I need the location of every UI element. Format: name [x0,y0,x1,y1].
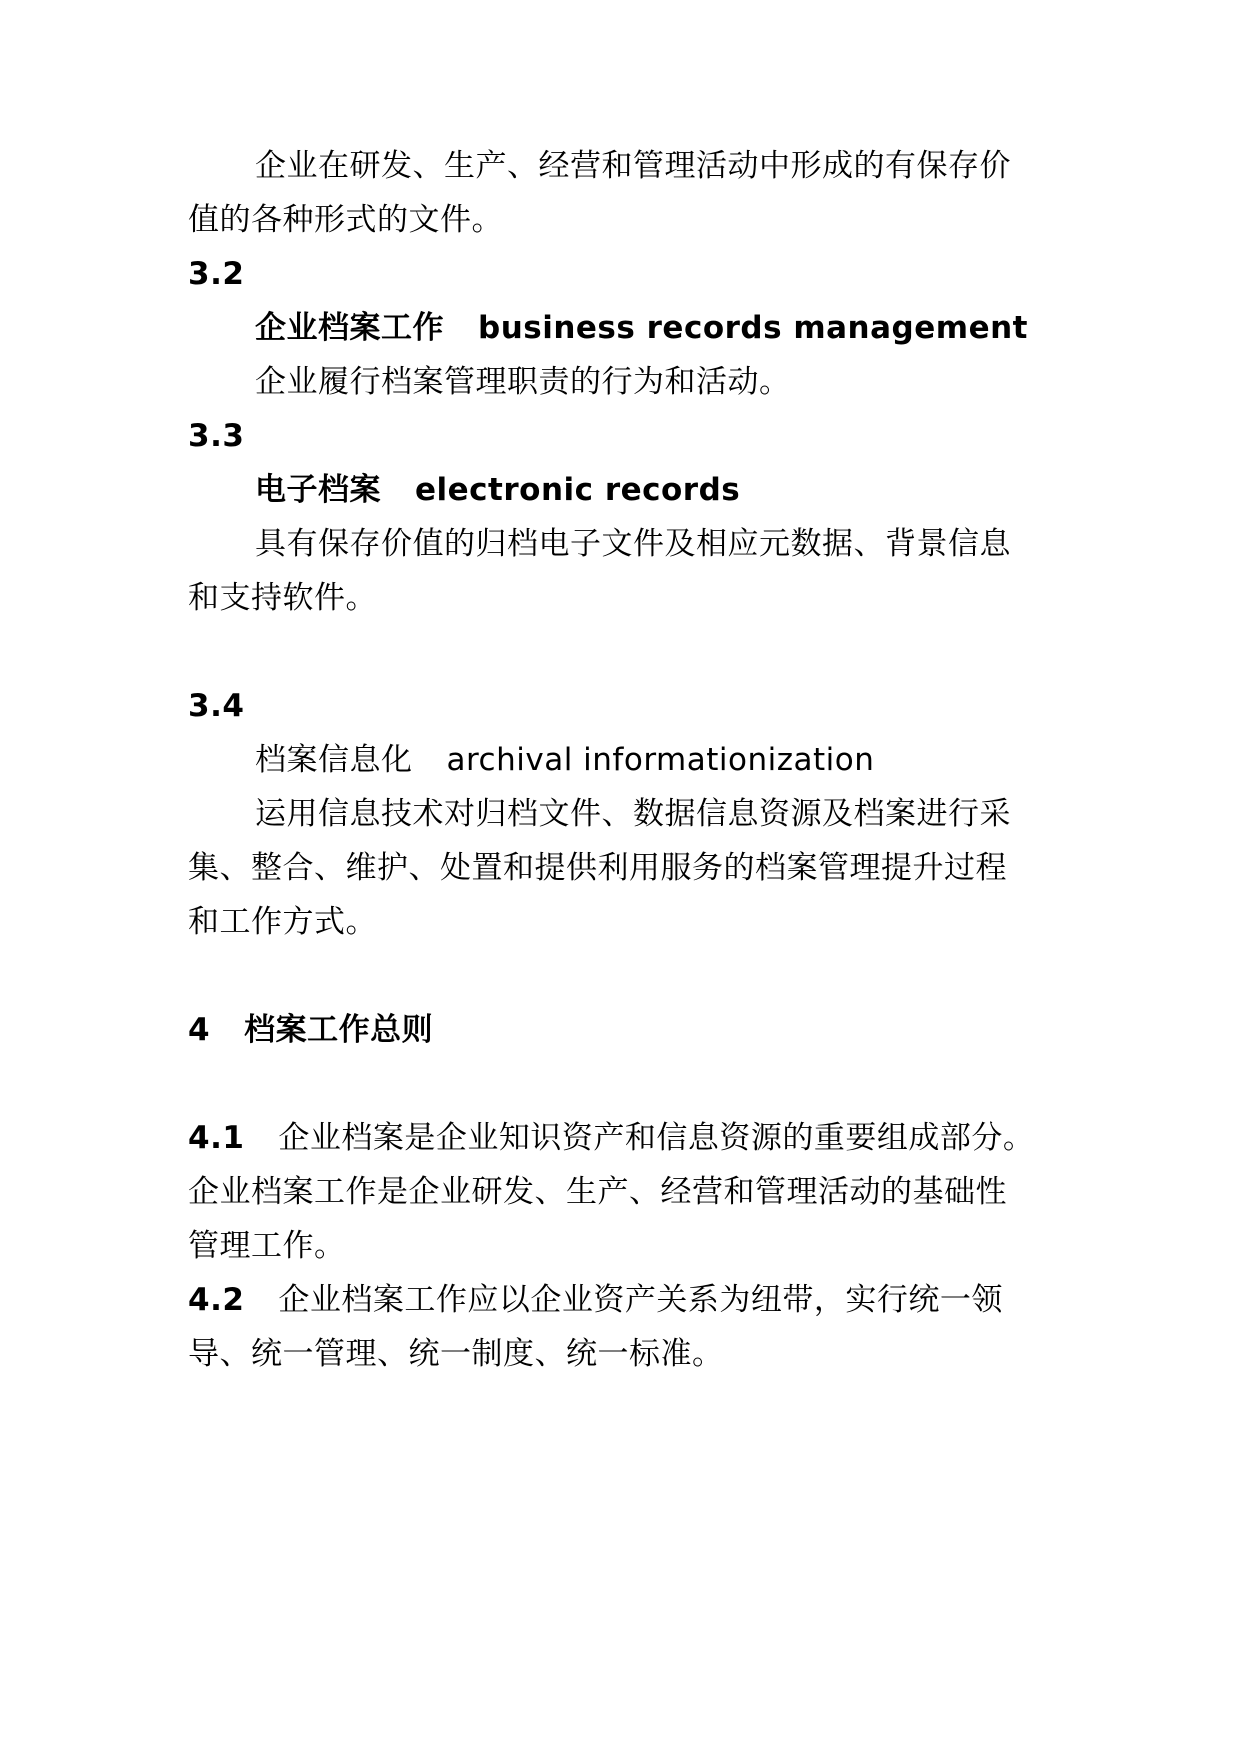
chapter-number: 4 [188,1012,211,1048]
definition-3-4-cont [188,848,1068,888]
definition-text: 企业履行档案管理职责的行为和活动。 [255,364,791,400]
term-english: archival informationization [446,742,875,778]
definition-text: 集、整合、维护、处置和提供利用服务的档案管理提升过程 [188,850,1007,886]
term-english: electronic records [415,472,741,508]
section-number-3-4 [188,686,1068,726]
term-chinese: 电子档案 [255,472,381,508]
clause-number: 4.1 [188,1120,245,1156]
chapter-title: 档案工作总则 [244,1012,434,1048]
clause-4-2 [188,1280,1068,1320]
definition-3-3-cont [188,578,1068,618]
term-chinese: 企业档案工作 [255,310,444,346]
clause-text: 企业档案工作是企业研发、生产、经营和管理活动的基础性 [188,1174,1007,1210]
definition-text: 和支持软件。 [188,580,377,616]
definition-text: 运用信息技术对归档文件、数据信息资源及档案进行采 [255,796,1011,832]
paragraph-line [255,146,1135,186]
definition-text: 具有保存价值的归档电子文件及相应元数据、背景信息 [255,526,1011,562]
clause-text: 企业档案是企业知识资产和信息资源的重要组成部分。 [278,1120,1035,1156]
clause-text: 企业档案工作应以企业资产关系为纽带，实行统一领 [278,1282,1003,1318]
text-span: 值的各种形式的文件。 [188,202,503,238]
section-number: 3.4 [188,688,245,724]
clause-number: 4.2 [188,1282,245,1318]
definition-3-3 [255,524,1135,564]
term-heading-3-3 [255,470,1135,510]
section-number-3-2 [188,254,1068,294]
definition-3-4 [255,794,1135,834]
text-span: 企业在研发、生产、经营和管理活动中形成的有保存价 [255,148,1011,184]
term-english: business records management [478,310,1028,346]
section-number-3-3 [188,416,1068,456]
term-chinese: 档案信息化 [255,742,413,778]
term-heading-3-2 [255,308,1135,348]
clause-4-1 [188,1118,1068,1158]
chapter-heading-4 [188,1010,1068,1050]
clause-4-1-cont [188,1172,1068,1212]
section-number: 3.3 [188,418,245,454]
term-heading-3-4 [255,740,1135,780]
paragraph-line [188,200,1068,240]
clause-text: 导、统一管理、统一制度、统一标准。 [188,1336,724,1372]
clause-4-2-cont [188,1334,1068,1374]
section-number: 3.2 [188,256,245,292]
definition-3-2 [255,362,1135,402]
definition-text: 和工作方式。 [188,904,377,940]
clause-4-1-cont [188,1226,1068,1266]
clause-text: 管理工作。 [188,1228,346,1264]
definition-3-4-cont [188,902,1068,942]
